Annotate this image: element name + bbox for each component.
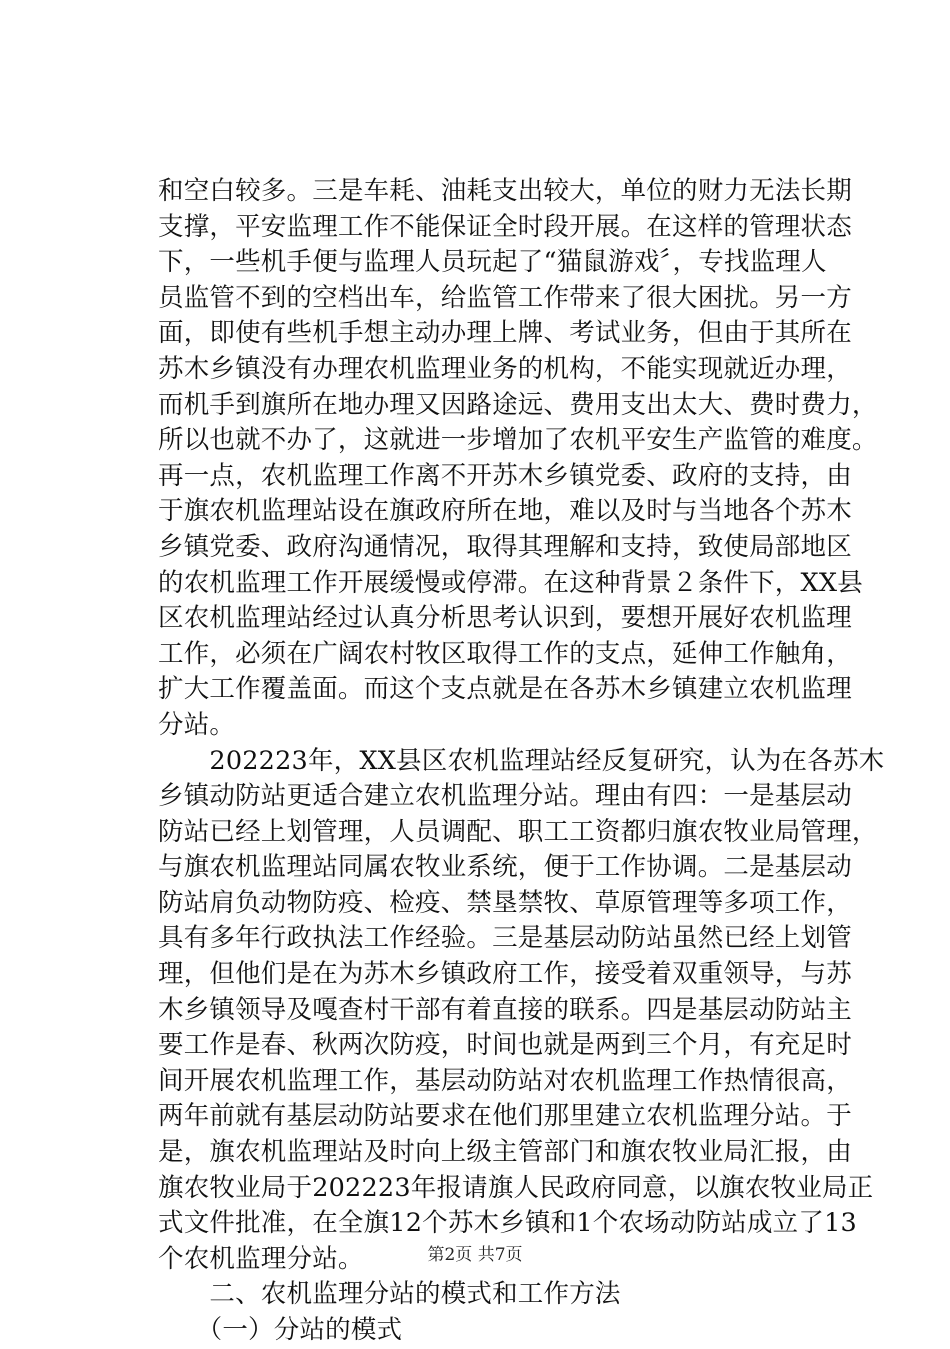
- page-footer: [0, 1244, 950, 1266]
- text-line: 与旗农机监理站同属农牧业系统，便于工作协调。二是基层动: [158, 852, 852, 883]
- text-line: 苏木乡镇没有办理农机监理业务的机构，不能实现就近办理，: [158, 353, 852, 384]
- text-line: 再一点，农机监理工作离不开苏木乡镇党委、政府的支持，由: [158, 460, 852, 491]
- text-line: 具有多年行政执法工作经验。三是基层动防站虽然已经上划管: [158, 923, 852, 954]
- text-line: 而机手到旗所在地办理又因路途远、费用支出太大、费时费力，: [158, 389, 878, 420]
- text-line: 防站已经上划管理，人员调配、职工工资都归旗农牧业局管理，: [158, 816, 878, 847]
- text-line: 旗农牧业局于202223年报请旗人民政府同意，以旗农牧业局正: [158, 1172, 874, 1203]
- text-line: 是，旗农机监理站及时向上级主管部门和旗农牧业局汇报，由: [158, 1137, 852, 1168]
- text-line: 个农机监理分站。: [158, 1243, 364, 1274]
- text-line: 扩大工作覆盖面。而这个支点就是在各苏木乡镇建立农机监理: [158, 674, 852, 705]
- text-line: 下，一些机手便与监理人员玩起了“猫鼠游戏〞，专找监理人: [158, 247, 827, 278]
- text-line: 木乡镇领导及嘎查村干部有着直接的联系。四是基层动防站主: [158, 994, 852, 1025]
- text-line: 员监管不到的空档出车，给监管工作带来了很大困扰。另一方: [158, 282, 852, 313]
- text-line: 防站肩负动物防疫、检疫、禁垦禁牧、草原管理等多项工作，: [158, 887, 852, 918]
- text-line: 乡镇党委、政府沟通情况，取得其理解和支持，致使局部地区: [158, 531, 852, 562]
- text-line: 乡镇动防站更适合建立农机监理分站。理由有四：一是基层动: [158, 781, 852, 812]
- text-line: 所以也就不办了，这就进一步增加了农机平安生产监管的难度。: [158, 425, 878, 456]
- text-line: 支撑，平安监理工作不能保证全时段开展。在这样的管理状态: [158, 211, 852, 242]
- text-line: 面，即使有些机手想主动办理上牌、考试业务，但由于其所在: [158, 318, 852, 349]
- text-line: 要工作是春、秋两次防疫，时间也就是两到三个月，有充足时: [158, 1030, 852, 1061]
- page-number: 第2页 共7页: [427, 1245, 523, 1265]
- text-line: 202223年，XX县区农机监理站经反复研究，认为在各苏木: [158, 745, 885, 776]
- text-line: 式文件批准，在全旗12个苏木乡镇和1个农场动防站成立了13: [158, 1208, 857, 1239]
- text-line: 和空白较多。三是车耗、油耗支出较大，单位的财力无法长期: [158, 176, 852, 206]
- text-line: 于旗农机监理站设在旗政府所在地，难以及时与当地各个苏木: [158, 496, 852, 527]
- text-line: 两年前就有基层动防站要求在他们那里建立农机监理分站。于: [158, 1101, 852, 1132]
- text-line: 理，但他们是在为苏木乡镇政府工作，接受着双重领导，与苏: [158, 959, 852, 990]
- text-line: 的农机监理工作开展缓慢或停滞。在这种背景２条件下，XX县: [158, 567, 863, 598]
- text-line: 分站。: [158, 709, 236, 740]
- section-heading: 二、农机监理分站的模式和工作方法: [158, 1279, 621, 1310]
- text-line: 间开展农机监理工作，基层动防站对农机监理工作热情很高，: [158, 1065, 852, 1096]
- document-body: [158, 174, 885, 1349]
- text-line: 工作，必须在广阔农村牧区取得工作的支点，延伸工作触角，: [158, 638, 852, 669]
- subsection-heading: （一）分站的模式: [158, 1315, 403, 1345]
- text-line: 区农机监理站经过认真分析思考认识到，要想开展好农机监理: [158, 603, 852, 634]
